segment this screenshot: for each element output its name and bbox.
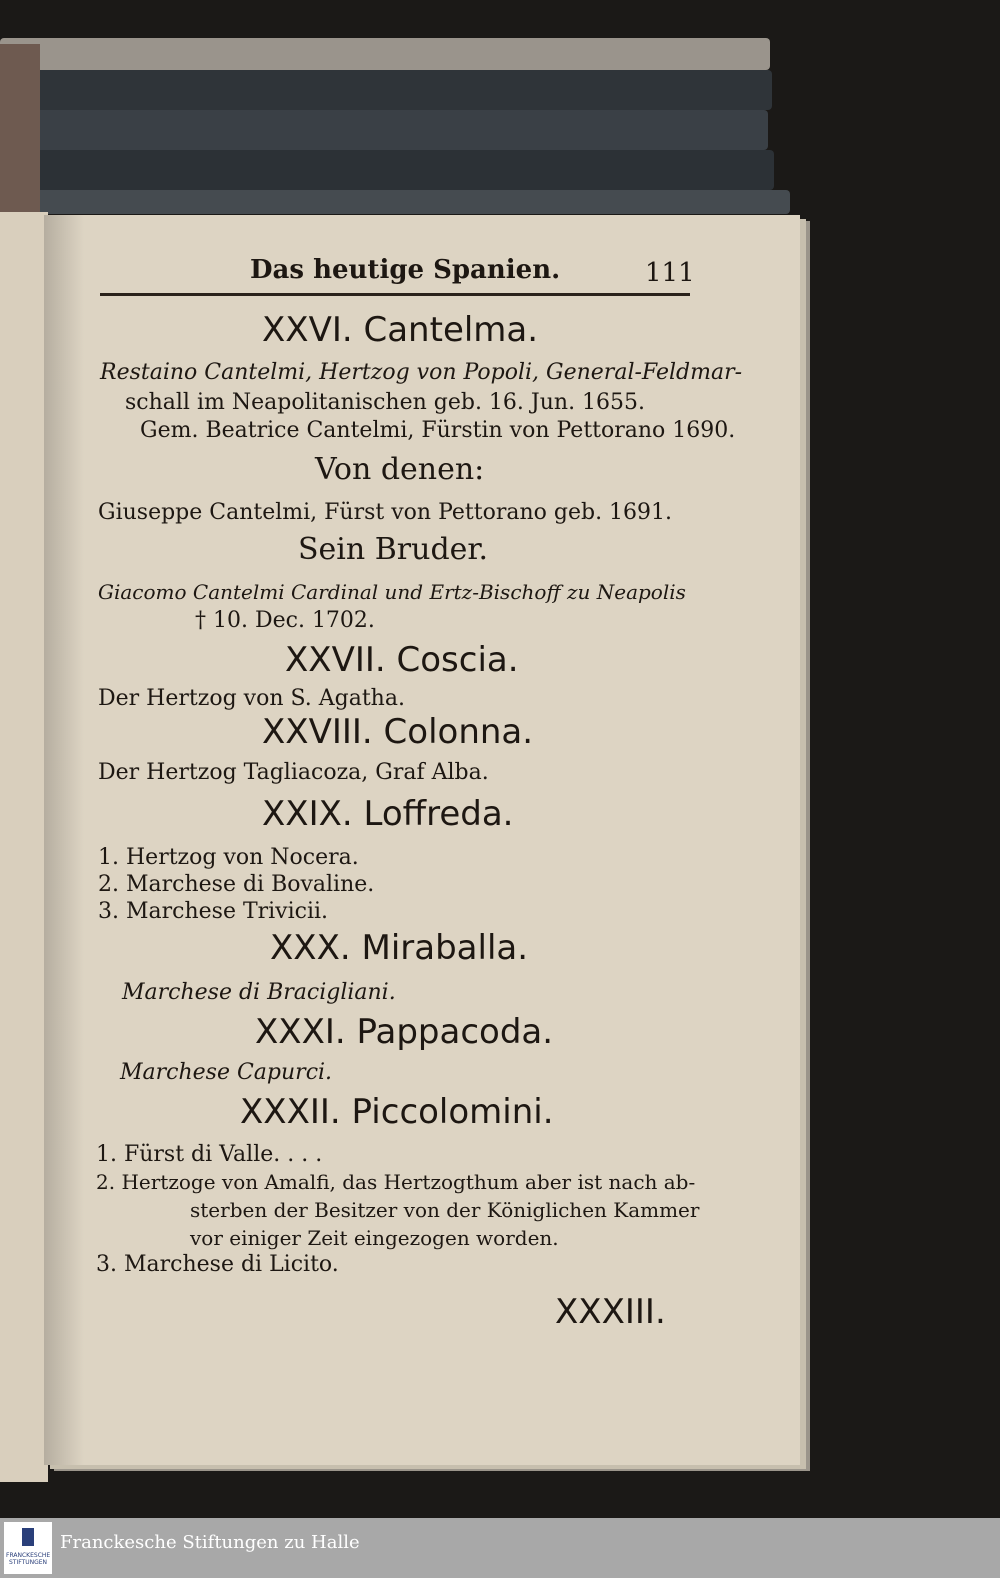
section-heading: XXIX. Loffreda.: [262, 794, 514, 834]
text-line: Marchese Capurci.: [120, 1060, 333, 1085]
book-page-edges: [0, 110, 768, 150]
text-line: Marchese di Bracigliani.: [122, 980, 396, 1005]
text-line: Der Hertzog Tagliacoza, Graf Alba.: [98, 760, 489, 785]
list-item: 3. Marchese di Licito.: [96, 1252, 339, 1277]
text-line: sterben der Besitzer von der Königlichen Kammer: [190, 1198, 700, 1222]
text-line: Gem. Beatrice Cantelmi, Fürstin von Pettorano 1690.: [140, 418, 736, 443]
catchword: XXXIII.: [555, 1292, 666, 1332]
text-line: Giacomo Cantelmi Cardinal und Ertz-Bischoff zu Neapolis: [98, 580, 686, 604]
list-item: 1. Fürst di Valle. . . .: [96, 1142, 323, 1167]
book-page-edges: [0, 38, 770, 70]
text-line: vor einiger Zeit eingezogen worden.: [190, 1226, 559, 1250]
section-heading: XXVIII. Colonna.: [262, 712, 534, 752]
page-number: 111: [645, 258, 695, 288]
section-heading: XXXI. Pappacoda.: [255, 1012, 554, 1052]
book-page-edges: [0, 70, 772, 110]
list-item: 2. Hertzoge von Amalfi, das Hertzogthum aber ist nach ab-: [96, 1170, 696, 1194]
list-item: 3. Marchese Trivicii.: [98, 899, 329, 924]
footer-label: Franckesche Stiftungen zu Halle: [60, 1532, 360, 1553]
list-item: 2. Marchese di Bovaline.: [98, 872, 375, 897]
left-page-edge: [0, 212, 48, 1482]
list-item: 1. Hertzog von Nocera.: [98, 845, 359, 870]
text-line: schall im Neapolitanischen geb. 16. Jun. 1655.: [125, 390, 646, 415]
page-gutter-shadow: [44, 215, 84, 1465]
institution-logo: [4, 1522, 52, 1574]
subheading: Sein Bruder.: [298, 532, 489, 567]
text-line: Giuseppe Cantelmi, Fürst von Pettorano geb. 1691.: [98, 500, 673, 525]
logo-text: FRANCKESCHE STIFTUNGEN: [6, 1552, 51, 1566]
subheading: Von denen:: [315, 452, 485, 487]
section-heading: XXX. Miraballa.: [270, 928, 529, 968]
book-page-edges: [0, 150, 774, 190]
book-page-edges: [0, 190, 790, 214]
section-heading: XXVI. Cantelma.: [262, 310, 539, 350]
running-header: Das heutige Spanien.: [250, 255, 561, 285]
section-heading: XXVII. Coscia.: [285, 640, 519, 680]
book-spine: [0, 44, 40, 214]
text-line: Restaino Cantelmi, Hertzog von Popoli, General-Feldmar-: [100, 360, 743, 385]
logo-icon: [22, 1528, 34, 1546]
text-line: Der Hertzog von S. Agatha.: [98, 686, 405, 711]
header-rule: [100, 293, 690, 296]
section-heading: XXXII. Piccolomini.: [240, 1092, 554, 1132]
text-line: † 10. Dec. 1702.: [195, 608, 375, 633]
